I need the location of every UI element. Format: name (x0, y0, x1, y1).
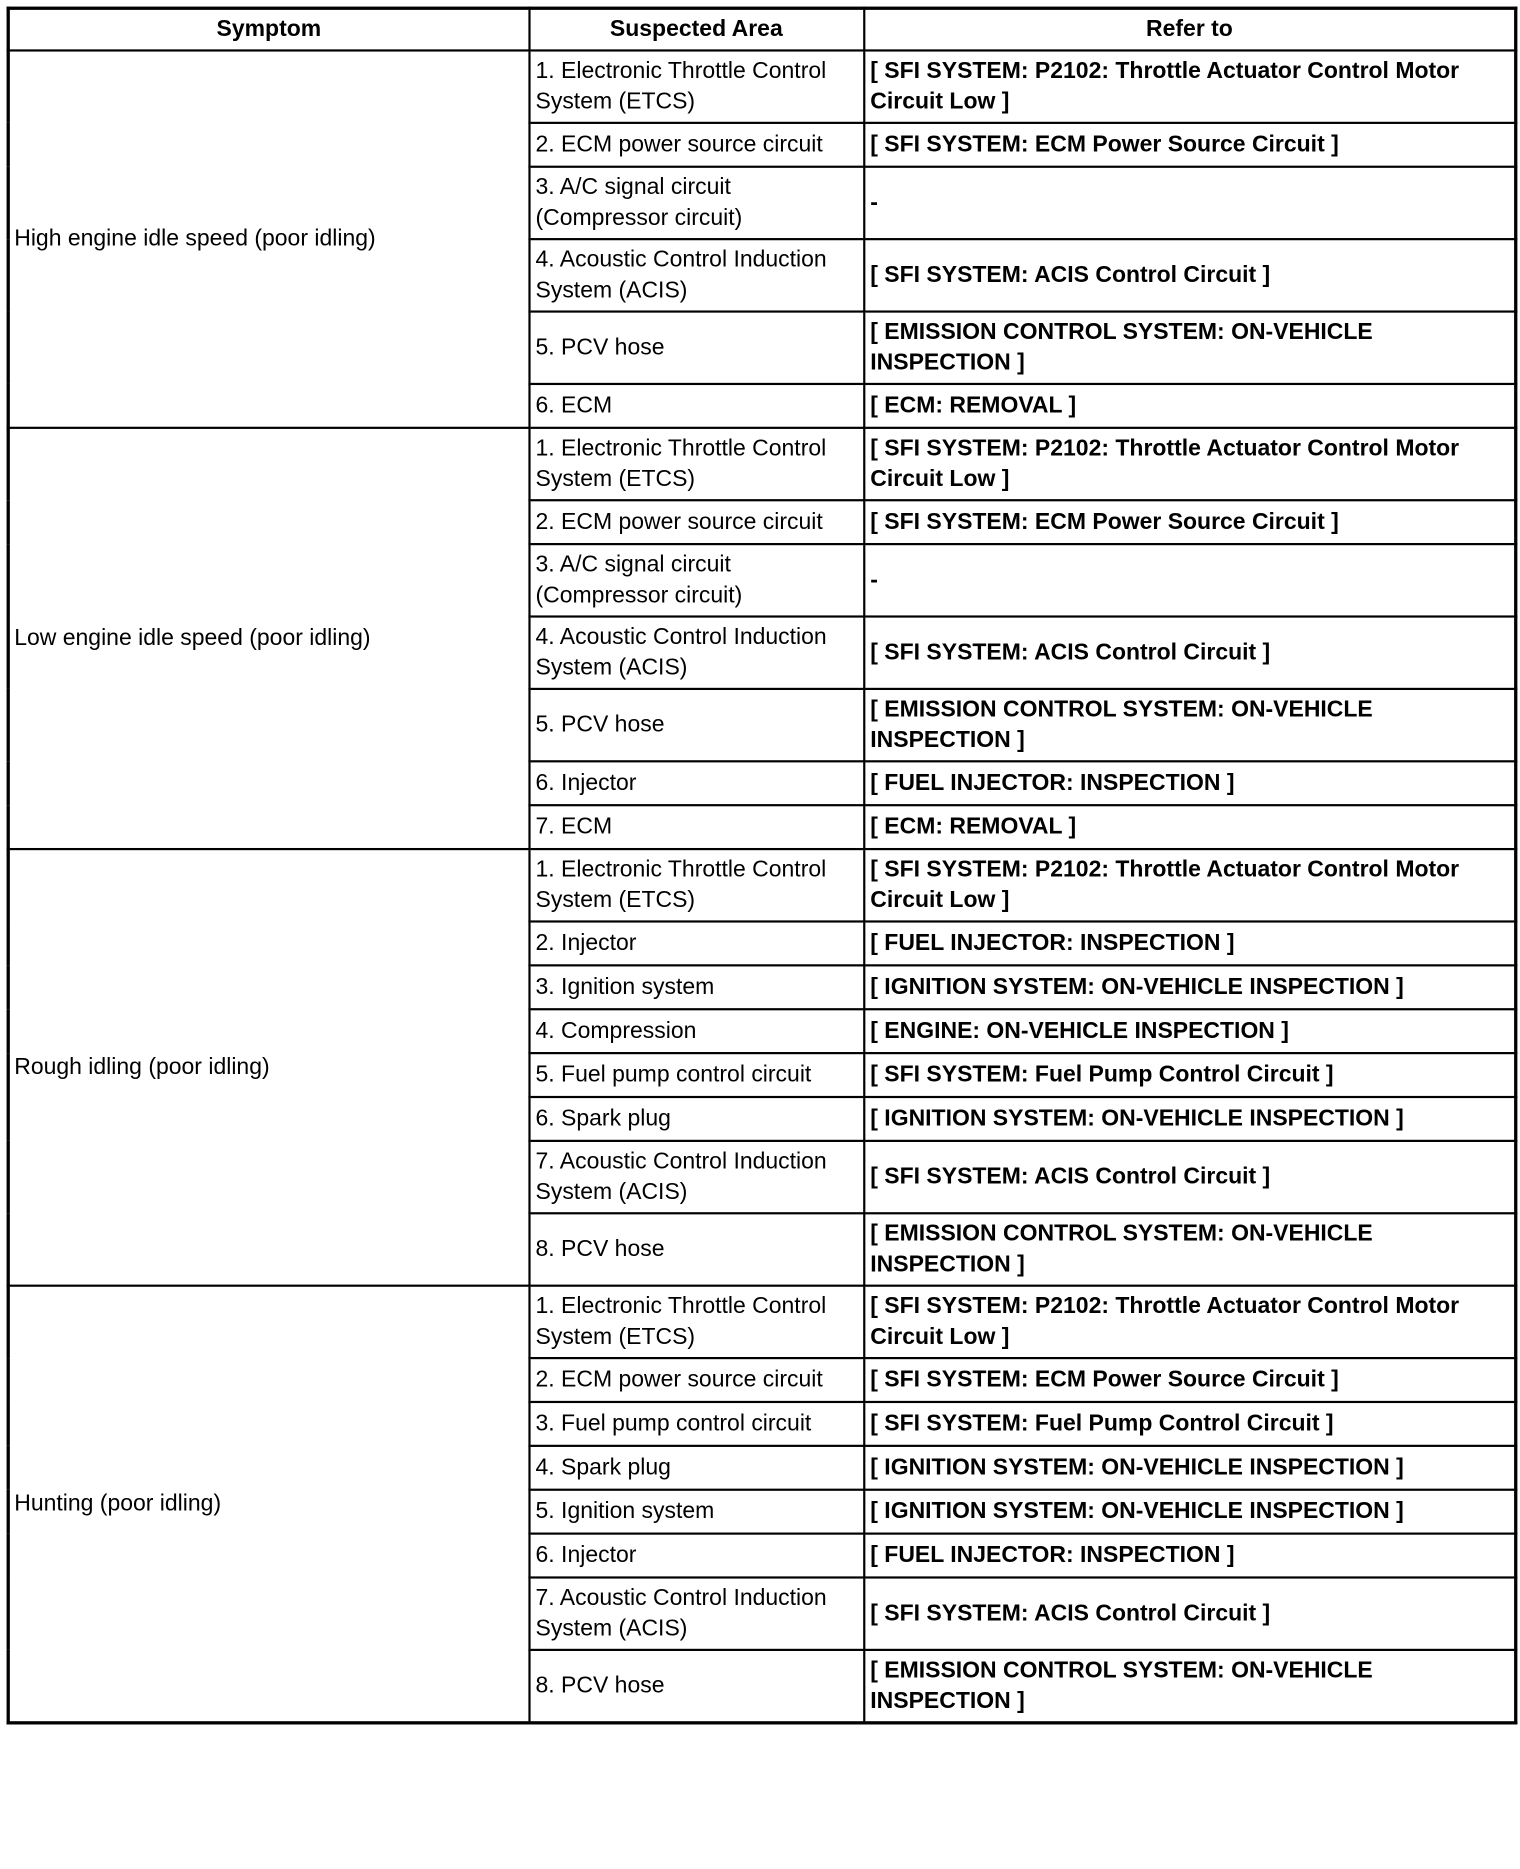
suspected-area-cell: 4. Compression (529, 1009, 864, 1053)
table-row (8, 1286, 1516, 1358)
suspected-area-cell: 2. ECM power source circuit (529, 123, 864, 167)
suspected-area-cell: 6. Spark plug (529, 1097, 864, 1141)
suspected-area-cell: 4. Acoustic Control Induction System (ACIS) (529, 617, 864, 689)
refer-to-cell: [ EMISSION CONTROL SYSTEM: ON-VEHICLE INSPECTION ] (864, 1213, 1516, 1285)
suspected-area-cell: 7. Acoustic Control Induction System (ACIS) (529, 1577, 864, 1649)
suspected-area-cell: 5. PCV hose (529, 312, 864, 384)
refer-to-cell: [ IGNITION SYSTEM: ON-VEHICLE INSPECTION ] (864, 1490, 1516, 1534)
refer-to-cell: [ SFI SYSTEM: P2102: Throttle Actuator Control Motor Circuit Low ] (864, 1286, 1516, 1358)
suspected-area-cell: 3. Fuel pump control circuit (529, 1402, 864, 1446)
refer-to-cell: [ SFI SYSTEM: ACIS Control Circuit ] (864, 239, 1516, 311)
refer-to-cell: [ SFI SYSTEM: ACIS Control Circuit ] (864, 1577, 1516, 1649)
refer-to-cell: [ SFI SYSTEM: P2102: Throttle Actuator Control Motor Circuit Low ] (864, 50, 1516, 122)
suspected-area-cell: 4. Spark plug (529, 1446, 864, 1490)
refer-to-cell: [ EMISSION CONTROL SYSTEM: ON-VEHICLE INSPECTION ] (864, 312, 1516, 384)
refer-to-cell: [ EMISSION CONTROL SYSTEM: ON-VEHICLE INSPECTION ] (864, 689, 1516, 761)
header-row (8, 8, 1516, 50)
suspected-area-cell: 3. Ignition system (529, 965, 864, 1009)
table-row (8, 428, 1516, 500)
refer-to-cell: [ SFI SYSTEM: ECM Power Source Circuit ] (864, 123, 1516, 167)
refer-to-cell: [ FUEL INJECTOR: INSPECTION ] (864, 1534, 1516, 1578)
suspected-area-cell: 1. Electronic Throttle Control System (ETCS) (529, 1286, 864, 1358)
header-symptom: Symptom (8, 8, 529, 50)
suspected-area-cell: 5. Fuel pump control circuit (529, 1053, 864, 1097)
suspected-area-cell: 7. ECM (529, 805, 864, 849)
suspected-area-cell: 8. PCV hose (529, 1650, 864, 1723)
refer-to-cell: [ SFI SYSTEM: ACIS Control Circuit ] (864, 1141, 1516, 1213)
suspected-area-cell: 2. ECM power source circuit (529, 500, 864, 544)
refer-to-cell: [ IGNITION SYSTEM: ON-VEHICLE INSPECTION ] (864, 965, 1516, 1009)
refer-to-cell: [ SFI SYSTEM: Fuel Pump Control Circuit ] (864, 1053, 1516, 1097)
suspected-area-cell: 6. ECM (529, 384, 864, 428)
suspected-area-cell: 1. Electronic Throttle Control System (ETCS) (529, 849, 864, 921)
suspected-area-cell: 3. A/C signal circuit (Compressor circuit) (529, 544, 864, 616)
refer-to-cell: [ ECM: REMOVAL ] (864, 805, 1516, 849)
suspected-area-cell: 1. Electronic Throttle Control System (ETCS) (529, 428, 864, 500)
refer-to-cell: [ SFI SYSTEM: P2102: Throttle Actuator Control Motor Circuit Low ] (864, 428, 1516, 500)
header-refer-to: Refer to (864, 8, 1516, 50)
refer-to-cell: [ EMISSION CONTROL SYSTEM: ON-VEHICLE INSPECTION ] (864, 1650, 1516, 1723)
suspected-area-cell: 8. PCV hose (529, 1213, 864, 1285)
refer-to-cell: [ SFI SYSTEM: Fuel Pump Control Circuit ] (864, 1402, 1516, 1446)
refer-to-cell: [ SFI SYSTEM: ACIS Control Circuit ] (864, 617, 1516, 689)
suspected-area-cell: 5. PCV hose (529, 689, 864, 761)
refer-to-cell: [ FUEL INJECTOR: INSPECTION ] (864, 921, 1516, 965)
refer-to-cell: [ IGNITION SYSTEM: ON-VEHICLE INSPECTION ] (864, 1446, 1516, 1490)
refer-to-cell: [ FUEL INJECTOR: INSPECTION ] (864, 761, 1516, 805)
table-header (8, 8, 1516, 50)
symptom-cell: Hunting (poor idling) (8, 1286, 529, 1723)
symptom-cell: High engine idle speed (poor idling) (8, 50, 529, 427)
symptom-cell: Rough idling (poor idling) (8, 849, 529, 1286)
refer-to-cell: [ SFI SYSTEM: P2102: Throttle Actuator Control Motor Circuit Low ] (864, 849, 1516, 921)
header-suspected-area: Suspected Area (529, 8, 864, 50)
suspected-area-cell: 5. Ignition system (529, 1490, 864, 1534)
suspected-area-cell: 3. A/C signal circuit (Compressor circuit) (529, 167, 864, 239)
symptom-group (8, 1286, 1516, 1723)
refer-to-cell: [ ECM: REMOVAL ] (864, 384, 1516, 428)
refer-to-cell: [ IGNITION SYSTEM: ON-VEHICLE INSPECTION ] (864, 1097, 1516, 1141)
table-row (8, 50, 1516, 122)
refer-to-cell: - (864, 544, 1516, 616)
suspected-area-cell: 4. Acoustic Control Induction System (ACIS) (529, 239, 864, 311)
suspected-area-cell: 2. Injector (529, 921, 864, 965)
symptom-group (8, 428, 1516, 849)
refer-to-cell: [ ENGINE: ON-VEHICLE INSPECTION ] (864, 1009, 1516, 1053)
refer-to-cell: [ SFI SYSTEM: ECM Power Source Circuit ] (864, 1358, 1516, 1402)
suspected-area-cell: 7. Acoustic Control Induction System (ACIS) (529, 1141, 864, 1213)
symptom-table (7, 7, 1518, 1725)
suspected-area-cell: 6. Injector (529, 761, 864, 805)
symptom-cell: Low engine idle speed (poor idling) (8, 428, 529, 849)
symptom-group (8, 50, 1516, 427)
symptom-group (8, 849, 1516, 1286)
suspected-area-cell: 2. ECM power source circuit (529, 1358, 864, 1402)
refer-to-cell: - (864, 167, 1516, 239)
refer-to-cell: [ SFI SYSTEM: ECM Power Source Circuit ] (864, 500, 1516, 544)
table-row (8, 849, 1516, 921)
suspected-area-cell: 1. Electronic Throttle Control System (ETCS) (529, 50, 864, 122)
suspected-area-cell: 6. Injector (529, 1534, 864, 1578)
